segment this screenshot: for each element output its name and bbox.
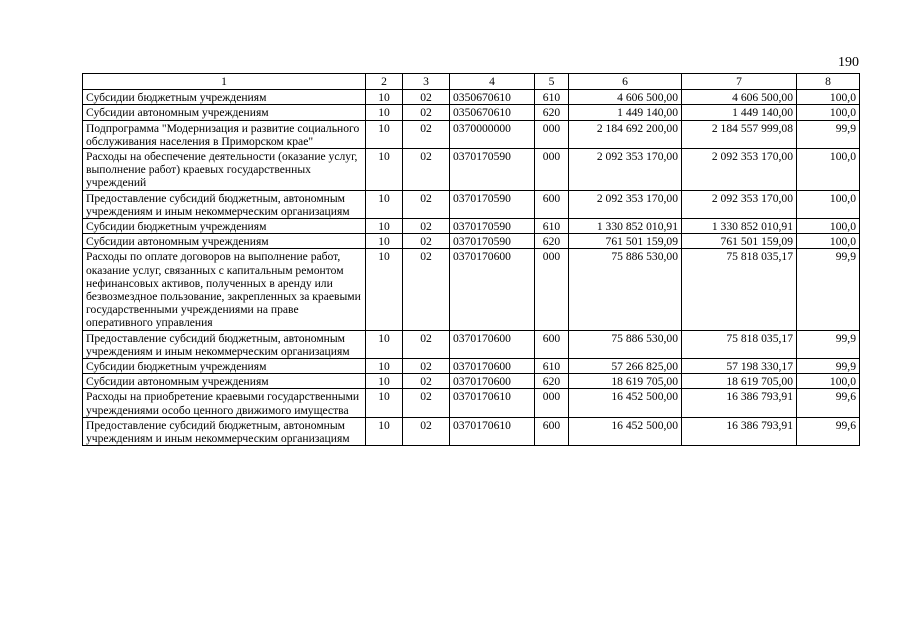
row-name-cell: Расходы по оплате договоров на выполнение работ, оказание услуг, связанных с капитальным ремонтом нефинансовых активов, полученных в аренду или безвозмездное пользование, закрепленных за краевыми государственными учреждениями на праве оперативного управления xyxy=(83,249,366,330)
table-body xyxy=(83,90,860,446)
subsection-code-cell: 02 xyxy=(403,105,450,120)
planned-amount-cell: 18 619 705,00 xyxy=(569,374,682,389)
actual-amount-cell: 761 501 159,09 xyxy=(682,234,797,249)
execution-percent-cell: 99,6 xyxy=(797,389,860,417)
target-article-cell: 0370170590 xyxy=(450,149,535,191)
expense-type-cell: 610 xyxy=(535,219,569,234)
row-name-cell: Подпрограмма "Модернизация и развитие социального обслуживания населения в Приморском крае" xyxy=(83,120,366,148)
planned-amount-cell: 57 266 825,00 xyxy=(569,359,682,374)
planned-amount-cell: 16 452 500,00 xyxy=(569,417,682,445)
subsection-code-cell: 02 xyxy=(403,249,450,330)
subsection-code-cell: 02 xyxy=(403,149,450,191)
row-name-cell: Предоставление субсидий бюджетным, автономным учреждениям и иным некоммерческим организациям xyxy=(83,330,366,358)
section-code-cell: 10 xyxy=(366,190,403,218)
expense-type-cell: 000 xyxy=(535,389,569,417)
budget-table xyxy=(82,73,860,446)
table-row xyxy=(83,190,860,218)
row-name-cell: Расходы на обеспечение деятельности (оказание услуг, выполнение работ) краевых государственных учреждений xyxy=(83,149,366,191)
execution-percent-cell: 100,0 xyxy=(797,90,860,105)
target-article-cell: 0370170590 xyxy=(450,219,535,234)
column-header-2: 2 xyxy=(366,74,403,90)
subsection-code-cell: 02 xyxy=(403,234,450,249)
target-article-cell: 0370170610 xyxy=(450,417,535,445)
column-header-6: 6 xyxy=(569,74,682,90)
actual-amount-cell: 75 818 035,17 xyxy=(682,249,797,330)
section-code-cell: 10 xyxy=(366,219,403,234)
section-code-cell: 10 xyxy=(366,359,403,374)
actual-amount-cell: 4 606 500,00 xyxy=(682,90,797,105)
subsection-code-cell: 02 xyxy=(403,330,450,358)
row-name-cell: Субсидии бюджетным учреждениям xyxy=(83,90,366,105)
subsection-code-cell: 02 xyxy=(403,190,450,218)
actual-amount-cell: 18 619 705,00 xyxy=(682,374,797,389)
target-article-cell: 0370170600 xyxy=(450,330,535,358)
subsection-code-cell: 02 xyxy=(403,90,450,105)
expense-type-cell: 600 xyxy=(535,190,569,218)
target-article-cell: 0370170600 xyxy=(450,374,535,389)
section-code-cell: 10 xyxy=(366,234,403,249)
section-code-cell: 10 xyxy=(366,330,403,358)
actual-amount-cell: 1 330 852 010,91 xyxy=(682,219,797,234)
execution-percent-cell: 100,0 xyxy=(797,105,860,120)
page-number: 190 xyxy=(838,55,859,70)
subsection-code-cell: 02 xyxy=(403,219,450,234)
table-row xyxy=(83,90,860,105)
planned-amount-cell: 2 184 692 200,00 xyxy=(569,120,682,148)
expense-type-cell: 000 xyxy=(535,249,569,330)
expense-type-cell: 600 xyxy=(535,417,569,445)
execution-percent-cell: 100,0 xyxy=(797,374,860,389)
column-header-4: 4 xyxy=(450,74,535,90)
execution-percent-cell: 99,9 xyxy=(797,249,860,330)
section-code-cell: 10 xyxy=(366,149,403,191)
table-row xyxy=(83,105,860,120)
table-row xyxy=(83,417,860,445)
section-code-cell: 10 xyxy=(366,105,403,120)
subsection-code-cell: 02 xyxy=(403,389,450,417)
section-code-cell: 10 xyxy=(366,389,403,417)
actual-amount-cell: 16 386 793,91 xyxy=(682,417,797,445)
target-article-cell: 0370170590 xyxy=(450,190,535,218)
actual-amount-cell: 75 818 035,17 xyxy=(682,330,797,358)
column-header-5: 5 xyxy=(535,74,569,90)
actual-amount-cell: 1 449 140,00 xyxy=(682,105,797,120)
column-header-3: 3 xyxy=(403,74,450,90)
execution-percent-cell: 99,9 xyxy=(797,330,860,358)
row-name-cell: Субсидии бюджетным учреждениям xyxy=(83,359,366,374)
table-row xyxy=(83,234,860,249)
section-code-cell: 10 xyxy=(366,120,403,148)
row-name-cell: Субсидии автономным учреждениям xyxy=(83,105,366,120)
section-code-cell: 10 xyxy=(366,417,403,445)
target-article-cell: 0370170590 xyxy=(450,234,535,249)
planned-amount-cell: 1 330 852 010,91 xyxy=(569,219,682,234)
target-article-cell: 0350670610 xyxy=(450,105,535,120)
table-row xyxy=(83,359,860,374)
subsection-code-cell: 02 xyxy=(403,120,450,148)
section-code-cell: 10 xyxy=(366,249,403,330)
table-row xyxy=(83,374,860,389)
subsection-code-cell: 02 xyxy=(403,374,450,389)
target-article-cell: 0370170600 xyxy=(450,249,535,330)
planned-amount-cell: 761 501 159,09 xyxy=(569,234,682,249)
execution-percent-cell: 100,0 xyxy=(797,149,860,191)
execution-percent-cell: 99,6 xyxy=(797,417,860,445)
actual-amount-cell: 2 092 353 170,00 xyxy=(682,190,797,218)
column-header-1: 1 xyxy=(83,74,366,90)
column-header-7: 7 xyxy=(682,74,797,90)
table-row xyxy=(83,120,860,148)
expense-type-cell: 000 xyxy=(535,149,569,191)
execution-percent-cell: 100,0 xyxy=(797,234,860,249)
execution-percent-cell: 99,9 xyxy=(797,359,860,374)
actual-amount-cell: 16 386 793,91 xyxy=(682,389,797,417)
planned-amount-cell: 75 886 530,00 xyxy=(569,330,682,358)
row-name-cell: Расходы на приобретение краевыми государственными учреждениями особо ценного движимого имущества xyxy=(83,389,366,417)
execution-percent-cell: 99,9 xyxy=(797,120,860,148)
header-row xyxy=(83,74,860,90)
table-row xyxy=(83,389,860,417)
row-name-cell: Предоставление субсидий бюджетным, автономным учреждениям и иным некоммерческим организациям xyxy=(83,190,366,218)
expense-type-cell: 600 xyxy=(535,330,569,358)
execution-percent-cell: 100,0 xyxy=(797,190,860,218)
planned-amount-cell: 2 092 353 170,00 xyxy=(569,149,682,191)
section-code-cell: 10 xyxy=(366,90,403,105)
expense-type-cell: 000 xyxy=(535,120,569,148)
subsection-code-cell: 02 xyxy=(403,359,450,374)
target-article-cell: 0350670610 xyxy=(450,90,535,105)
expense-type-cell: 610 xyxy=(535,90,569,105)
section-code-cell: 10 xyxy=(366,374,403,389)
row-name-cell: Субсидии автономным учреждениям xyxy=(83,374,366,389)
target-article-cell: 0370000000 xyxy=(450,120,535,148)
planned-amount-cell: 1 449 140,00 xyxy=(569,105,682,120)
expense-type-cell: 620 xyxy=(535,105,569,120)
planned-amount-cell: 2 092 353 170,00 xyxy=(569,190,682,218)
actual-amount-cell: 2 184 557 999,08 xyxy=(682,120,797,148)
target-article-cell: 0370170610 xyxy=(450,389,535,417)
column-header-8: 8 xyxy=(797,74,860,90)
table-row xyxy=(83,330,860,358)
expense-type-cell: 620 xyxy=(535,234,569,249)
planned-amount-cell: 4 606 500,00 xyxy=(569,90,682,105)
execution-percent-cell: 100,0 xyxy=(797,219,860,234)
actual-amount-cell: 57 198 330,17 xyxy=(682,359,797,374)
expense-type-cell: 620 xyxy=(535,374,569,389)
planned-amount-cell: 16 452 500,00 xyxy=(569,389,682,417)
actual-amount-cell: 2 092 353 170,00 xyxy=(682,149,797,191)
table-row xyxy=(83,249,860,330)
table-row xyxy=(83,219,860,234)
row-name-cell: Субсидии бюджетным учреждениям xyxy=(83,219,366,234)
row-name-cell: Субсидии автономным учреждениям xyxy=(83,234,366,249)
target-article-cell: 0370170600 xyxy=(450,359,535,374)
table-row xyxy=(83,149,860,191)
subsection-code-cell: 02 xyxy=(403,417,450,445)
row-name-cell: Предоставление субсидий бюджетным, автономным учреждениям и иным некоммерческим организациям xyxy=(83,417,366,445)
expense-type-cell: 610 xyxy=(535,359,569,374)
planned-amount-cell: 75 886 530,00 xyxy=(569,249,682,330)
